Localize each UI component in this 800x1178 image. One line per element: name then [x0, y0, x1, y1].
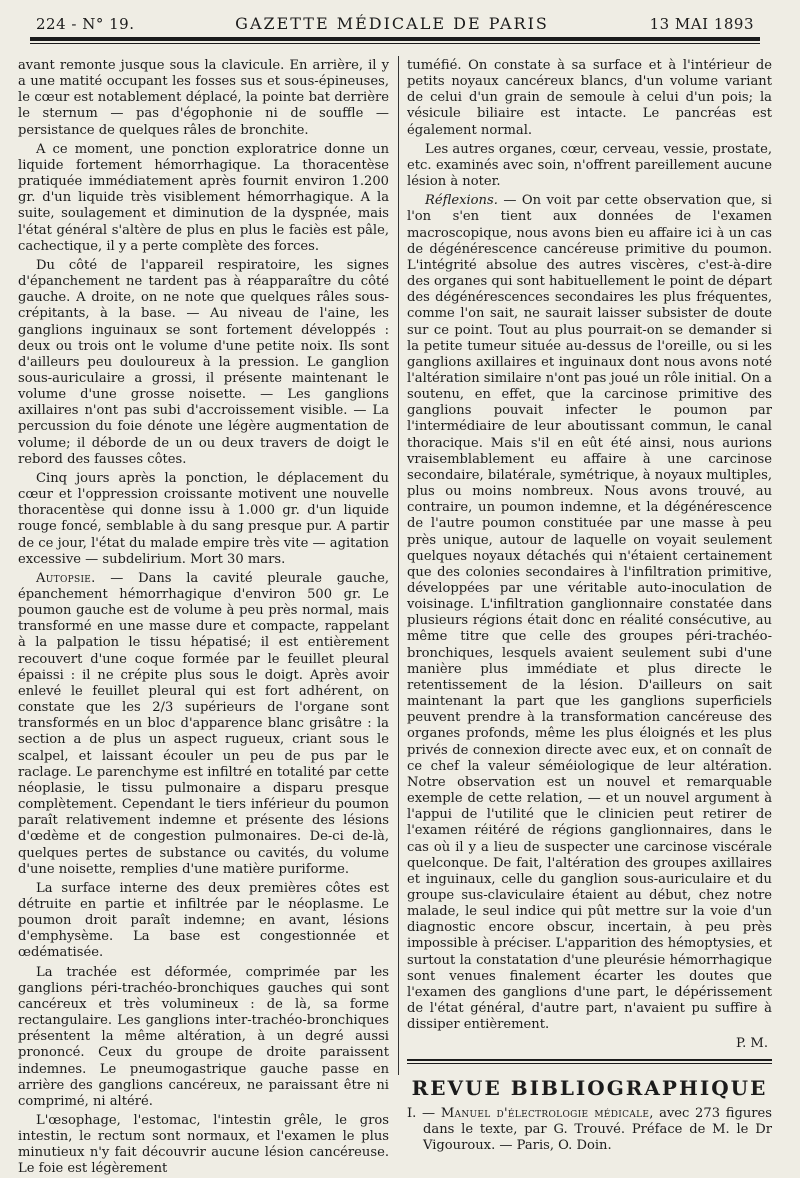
page-header — [36, 14, 754, 36]
biblio-title: Manuel d'électrologie médicale — [440, 1105, 650, 1121]
paragraph: tuméfié. On constate à sa surface et à l'intérieur de petits noyaux cancéreux blancs, d'un volume variant de celui d'un grain de semoule à celui d'un pois; la vésicule biliaire est intacte. Le pancréas est également normal. — [407, 58, 772, 138]
paragraph: Les autres organes, cœur, cerveau, vessie, prostate, etc. examinés avec soin, n'offrent pareillement aucune lésion à noter. — [407, 141, 772, 190]
column-divider — [398, 56, 399, 1075]
header-rule-thick — [30, 37, 760, 41]
reflections-paragraph — [407, 193, 772, 1033]
paragraph: avant remonte jusque sous la clavicule. En arrière, il y a une matité occupant les fosses sus et sous-épineuses, le cœur est notablement déplacé, la pointe bat derrière le sternum — pas d'égophonie ni de souffle — persistance de quelques râles de bronchite. — [18, 58, 389, 138]
biblio-number: I. — — [407, 1105, 441, 1121]
autopsy-paragraph — [18, 571, 389, 878]
paragraph: Cinq jours après la ponction, le déplacement du cœur et l'oppression croissante motivent une nouvelle thoracentèse qui donne issu à 1.000 gr. d'un liquide rouge foncé, semblable à du sang presque pur. A partir de ce jour, l'état du malade empire très vite — agitation excessive — subdelirium. Mort 30 mars. — [18, 470, 389, 567]
page-issue-number: 224 - N° 19. — [36, 15, 135, 33]
autopsy-text: — Dans la cavité pleurale gauche, épanchement hémorrhagique d'environ 500 gr. Le poumon gauche est de volume à peu près normal, mais transformé en une masse dure et compacte, rappelant à la palpation le tissu hépatisé; il est entièrement recouvert d'une coque formée par le feuillet pleural épaissi : il ne crépite plus sous le doigt. Après avoir enlevé le feuillet pleural qui est fort adhérent, on constate que les 2/3 supérieurs de l'organe sont transformés en un bloc d'apparence blanc grisâtre : la section a de plus un aspect rugueux, criant sous le scalpel, et laissant écouler un peu de pus par le raclage. Le parenchyme est infiltré en totalité par cette néoplasie, le tissu pulmonaire a disparu presque complètement. Cependant le tiers inférieur du poumon paraît relativement indemne et présente des lésions d'œdème et de congestion pulmonaires. De-ci de-là, quelques pertes de substance ou cavités, du volume d'une noisette, remplies d'une matière puriforme. — [18, 570, 389, 877]
autopsy-label: Autopsie. — [36, 570, 96, 586]
right-column — [407, 58, 773, 1153]
paragraph: L'œsophage, l'estomac, l'intestin grêle, le gros intestin, le rectum sont normaux, et l'examen le plus minutieux n'y fait découvrir aucune lésion cancéreuse. Le foie est légèrement — [18, 1113, 389, 1177]
section-separator — [407, 1059, 772, 1064]
author-signature: P. M. — [735, 1036, 768, 1052]
header-rule-thin — [30, 43, 760, 44]
section-title: REVUE BIBLIOGRAPHIQUE — [411, 1075, 768, 1100]
paragraph: La surface interne des deux premières côtes est détruite en partie et infiltrée par le néoplasme. Le poumon droit paraît indemne; en avant, lésions d'emphysème. La base est congestionnée et œdématisée. — [18, 880, 389, 961]
paragraph: La trachée est déformée, comprimée par les ganglions péri-trachéo-bronchiques gauches qui sont cancéreux et très volumineux : de là, sa forme rectangulaire. Les ganglions inter-trachéo-bronchiques présentent la même altération, à un degré aussi prononcé. Ceux du groupe de droite paraissent indemnes. Le pneumogastrique gauche passe en arrière des ganglions cancéreux, ne paraissant être ni comprimé, ni altéré. — [18, 964, 389, 1109]
biblio-details: , avec 273 figures dans le texte, par G. Trouvé. Préface de M. le Dr Vigouroux. — Paris, O. Doin. — [423, 1105, 773, 1153]
issue-date: 13 MAI 1893 — [649, 15, 754, 33]
reflections-text: — On voit par cette observation que, si l'on s'en tient aux données de l'examen macroscopique, nous avons bien eu affaire ici à un cas de dégénérescence cancéreuse primitive du poumon. L'intégrité absolue des autres viscères, c'est-à-dire des organes qui sont habituellement le point de départ des dégénérescences secondaires les plus fréquentes, comme l'on sait, ne saurait laisser subsister de doute sur ce point. Tout au plus pourrait-on se demander si la petite tumeur située au-dessus de l'oreille, ou si les ganglions axillaires et inguinaux dont nous avons noté l'altération similaire n'ont pas joué un rôle initial. On a soutenu, en effet, que la carcinose primitive des ganglions pouvait infecter le poumon par l'intermédiaire de leur aboutissant commun, le canal thoracique. Mais s'il en eût été ainsi, nous aurions vraisemblablement eu affaire à une carcinose secondaire, bilatérale, symétrique, à noyaux multiples, plus ou moins nombreux. Nous avons trouvé, au contraire, un poumon indemne, et la dégénérescence de l'autre poumon constituée par une masse à peu près unique, autour de laquelle on voyait seulement quelques noyaux détachés qui n'étaient certainement que des colonies secondaires à l'infiltration primitive, développées par une véritable auto-inoculation de voisinage. L'infiltration ganglionnaire constatée dans plusieurs régions était donc en réalité consécutive, au même titre que celle des groupes péri-trachéo-bronchiques, lesquels avaient seulement subi d'une manière plus immédiate et plus directe le retentissement de la lésion. D'ailleurs on sait maintenant la part que les ganglions superficiels peuvent prendre à la transformation cancéreuse des organes profonds, même les plus éloignés et les plus privés de connexion directe avec eux, et on connaît de ce chef la valeur séméiologique de leur altération. Notre observation est un nouvel et remarquable exemple de cette relation, — et un nouvel argument à l'appui de l'utilité que le clinicien peut retirer de l'examen réitéré de régions ganglionnaires, dans le cas où il y a lieu de suspecter une carcinose viscérale quelconque. De fait, l'altération des groupes axillaires et inguinaux, celle du ganglion sous-auriculaire et du groupe sus-claviculaire étaient au début, chez notre malade, le seul indice qui pût mettre sur la voie d'un diagnostic encore obscur, incertain, à peu près impossible à préciser. L'apparition des hémoptysies, et surtout la constatation d'une pleurésie hémorrhagique sont venues finalement écarter les doutes que l'examen des ganglions d'une part, le dépérissement de l'état général, d'autre part, n'avaient pu suffire à dissiper entièrement. — [407, 193, 772, 1033]
newspaper-title: GAZETTE MÉDICALE DE PARIS — [235, 14, 549, 33]
left-column — [18, 58, 389, 1177]
bibliography-entry — [407, 1106, 772, 1154]
reflections-label: Réflexions. — [425, 193, 498, 209]
paragraph: A ce moment, une ponction exploratrice donne un liquide fortement hémorrhagique. La thoracentèse pratiquée immédiatement après fournit environ 1.200 gr. d'un liquide très visiblement hémorrhagique. A la suite, soulagement et diminution de la dyspnée, mais l'état général s'altère de plus en plus le faciès est pâle, cachectique, il y a perte complète des forces. — [18, 141, 389, 254]
paragraph: Du côté de l'appareil respiratoire, les signes d'épanchement ne tardent pas à réapparaître du côté gauche. A droite, on ne note que quelques râles sous-crépitants, à la base. — Au niveau de l'aine, les ganglions inguinaux se sont fortement développés : deux ou trois ont le volume d'une petite noix. Ils sont d'ailleurs peu douloureux à la pression. Le ganglion sous-auriculaire a grossi, il présente maintenant le volume d'une grosse noisette. — Les ganglions axillaires n'ont pas subi d'accroissement visible. — La percussion du foie dénote une légère augmentation de volume; il déborde de un ou deux travers de doigt le rebord des fausses côtes. — [18, 257, 389, 467]
